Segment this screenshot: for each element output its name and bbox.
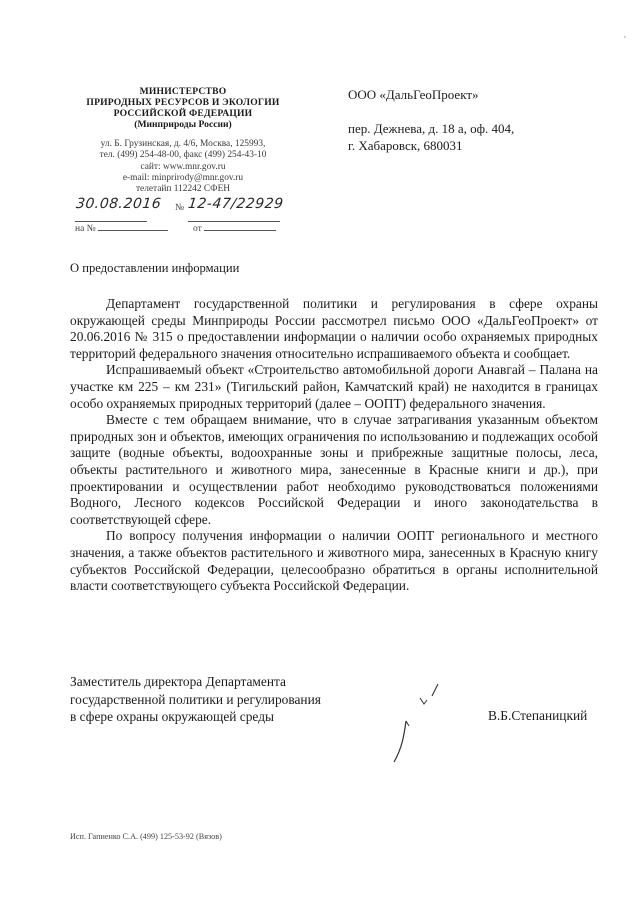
- addressee-city: г. Хабаровск, 680031: [348, 138, 463, 153]
- ministry-name-line-2: ПРИРОДНЫХ РЕСУРСОВ И ЭКОЛОГИИ: [86, 97, 280, 108]
- corner-mark: ,: [624, 30, 626, 39]
- ref-number-prefix: на №: [75, 224, 96, 234]
- letterhead: [72, 86, 294, 195]
- ministry-email: e-mail: minprirody@mnr.gov.ru: [122, 172, 244, 183]
- ministry-name-line-3: РОССИЙСКОЙ ФЕДЕРАЦИИ: [113, 108, 253, 119]
- body-paragraph-1: Департамент государственной политики и регулирования в сфере охраны окружающей среды Минприроды России рассмотрел письмо ООО «ДальГеоПроект» от 20.06.2016 № 315 о предоставлении информации о наличии особо охраняемых природных территорий федерального значения относительно испрашиваемого объекта и сообщает.: [70, 296, 598, 361]
- ref-number-line: [75, 221, 168, 234]
- signatory-title-line-3: в сфере охраны окружающей среды: [70, 709, 275, 724]
- signatory-title-line-2: государственной политики и регулирования: [70, 691, 321, 707]
- body-paragraph-2: Испрашиваемый объект «Строительство автомобильной дороги Анавгай – Палана на участке км 225 – км 231» (Тигильский район, Камчатский край) не находится в границах особо охраняемых природных территорий (далее – ООПТ) федерального значения.: [70, 362, 598, 411]
- body-paragraph-3: Вместе с тем обращаем внимание, что в случае затрагивания указанным объектом природных зон и объектов, имеющих ограничения по использованию и подлежащих особой защите (водные объекты, водоохранные зоны и прибрежные защитные полосы, леса, объекты растительного и животного мира, занесенные в Красные книги и др.), при проектировании и осуществлении работ необходимо руководствоваться положениями Водного, Лесного кодексов Российской Федерации и иного законодательства в соответствующей сфере.: [70, 412, 598, 527]
- ministry-phones: тел. (499) 254-48-00, факс (499) 254-43-10: [99, 150, 267, 161]
- signatory-title-line-1: Заместитель директора Департамента: [70, 674, 286, 689]
- ministry-contacts: [72, 139, 294, 195]
- ref-date-prefix: от: [193, 224, 202, 234]
- handwritten-date: 30.08.2016: [75, 196, 163, 212]
- letter-body: [70, 296, 598, 595]
- executor-info: Исп. Гапиенко С.А. (499) 125-53-92 (Вязов): [70, 832, 222, 841]
- ministry-name-line-1: МИНИСТЕРСТВО: [139, 86, 227, 97]
- body-paragraph-4: По вопросу получения информации о наличии ООПТ регионального и местного значения, а также объектов растительного и животного мира, занесенных в Красную книгу субъектов Российской Федерации, целесообразно обратиться в органы исполнительной власти соответствующего субъекта Российской Федерации.: [70, 528, 598, 594]
- addressee-org: ООО «ДальГеоПроект»: [348, 87, 479, 102]
- ministry-site: сайт: www.mnr.gov.ru: [140, 161, 226, 172]
- ministry-address: ул. Б. Грузинская, д. 4/6, Москва, 125993,: [100, 139, 266, 149]
- handwritten-number: 12-47/22929: [187, 196, 285, 212]
- signatory-title: [70, 673, 321, 726]
- letter-subject: О предоставлении информации: [70, 261, 240, 275]
- ref-date-line: [193, 221, 276, 234]
- number-prefix: №: [175, 203, 185, 213]
- addressee-street: пер. Дежнева, д. 18 а, оф. 404,: [348, 121, 515, 136]
- signatory-name: В.Б.Степаницкий: [488, 708, 588, 723]
- ministry-teletype: телетайп 112242 СФЕН: [135, 184, 231, 195]
- ministry-short-name: (Минприроды России): [134, 119, 232, 130]
- handwritten-signature: [380, 676, 450, 771]
